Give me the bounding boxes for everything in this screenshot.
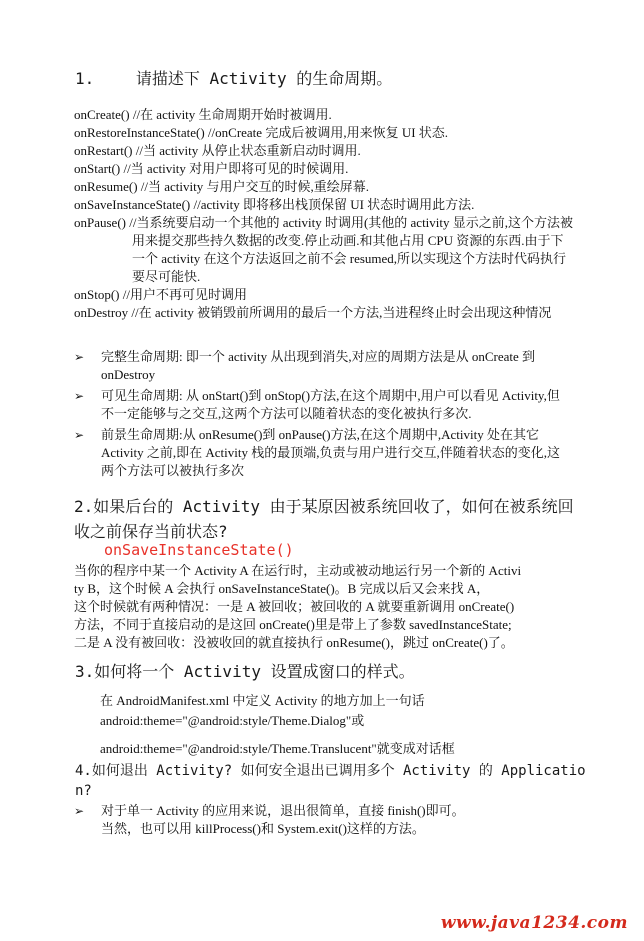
q4-heading (75, 761, 586, 801)
q2-answer-text (74, 562, 574, 652)
method-onresume: onResume() //当 activity 与用户交互的时候,重绘屏幕. (74, 179, 370, 194)
method-oncreate: onCreate() //在 activity 生命周期开始时被调用. (74, 107, 332, 122)
method-onstart: onStart() //当 activity 对用户即将可见的时候调用. (74, 161, 349, 176)
bullet-arrow-icon: ➢ (74, 428, 85, 442)
q4-title-line1: 4.如何退出 Activity? 如何安全退出已调用多个 Activity 的 Applicatio (75, 763, 586, 779)
method-onpause: onPause() //当系统要启动一个其他的 activity 时调用(其他的 activity 显示之前,这个方法被用来提交那些持久数据的改变.停止动画.和其他占用 CPU 资源的东西.由于下一个 activity 在这个方法返回之前不会 resumed,所以实现这个方法时代码执行要尽可能快. (74, 215, 574, 284)
bullet-exit-activity (74, 802, 574, 838)
bullet-arrow-icon: ➢ (74, 350, 85, 364)
method-onrestoreinstancestate: onRestoreInstanceState() //onCreate 完成后被调用,用来恢复 UI 状态. (74, 125, 449, 140)
method-ondestroy: onDestroy //在 activity 被销毁前所调用的最后一个方法,当进程终止时会出现这种情况 (74, 305, 552, 320)
q2-line: 二是 A 没有被回收：没被收回的就直接执行 onResume()，跳过 onCreate()了。 (74, 635, 514, 650)
bullet-arrow-icon: ➢ (74, 389, 85, 403)
q1-number: 1. (75, 69, 95, 88)
q3-line: android:theme="@android:style/Theme.Dialog"或 (100, 713, 365, 728)
q1-method-list (74, 106, 574, 322)
q4-bullet-line1: 对于单一 Activity 的应用来说，退出很简单，直接 finish()即可。 (101, 803, 465, 818)
q2-line: 这个时候就有两种情况：一是 A 被回收；被回收的 A 就要重新调用 onCreate() (74, 599, 515, 614)
bullet-foreground-lifecycle: ➢ 前景生命周期:从 onResume()到 onPause()方法,在这个周期中,Activity 处在其它 Activity 之前,即在 Activity 栈的最顶端,负责与用户进行交互,伴随着状态的变化,这两个方法可以被执行多次 (74, 427, 560, 478)
q3-line: android:theme="@android:style/Theme.Translucent"就变成对话框 (100, 741, 455, 756)
q2-heading: 2.如果后台的 Activity 由于某原因被系统回收了，如何在被系统回收之前保存当前状态? (74, 497, 574, 541)
q2-line: 当你的程序中某一个 Activity A 在运行时，主动或被动地运行另一个新的 Activi (74, 563, 522, 578)
bullet-full-lifecycle: ➢ 完整生命周期: 即一个 activity 从出现到消失,对应的周期方法是从 onCreate 到 onDestroy (74, 349, 536, 382)
q2-line: 方法，不同于直接启动的是这回 onCreate()里是带上了参数 savedInstanceState; (74, 617, 512, 632)
q1-title: 请描述下 Activity 的生命周期。 (135, 69, 393, 88)
method-onstop: onStop() //用户不再可见时调用 (74, 287, 247, 302)
q3-line: 在 AndroidManifest.xml 中定义 Activity 的地方加上一句话 (100, 693, 425, 708)
q2-answer-method: onSaveInstanceState() (104, 541, 294, 559)
q1-heading (75, 66, 392, 92)
bullet-arrow-icon: ➢ (74, 804, 85, 818)
method-onsaveinstancestate: onSaveInstanceState() //activity 即将移出栈顶保留 UI 状态时调用此方法. (74, 197, 475, 212)
watermark-url: www.java1234.com (440, 913, 628, 933)
q2-line: ty B，这个时候 A 会执行 onSaveInstanceState()。B 完成以后又会来找 A， (74, 581, 490, 596)
q4-bullet (74, 802, 574, 838)
q4-title-line2: n? (75, 783, 92, 799)
q3-heading: 3.如何将一个 Activity 设置成窗口的样式。 (75, 662, 415, 681)
bullet-visible-lifecycle: ➢ 可见生命周期: 从 onStart()到 onStop()方法,在这个周期中,用户可以看见 Activity,但不一定能够与之交互,这两个方法可以随着状态的变化被执行多次. (74, 388, 560, 421)
q1-bullet-list (74, 348, 572, 480)
q4-bullet-line2: 当然，也可以用 killProcess()和 System.exit()这样的方法。 (101, 821, 425, 836)
q3-answer (100, 692, 570, 758)
method-onrestart: onRestart() //当 activity 从停止状态重新启动时调用. (74, 143, 361, 158)
